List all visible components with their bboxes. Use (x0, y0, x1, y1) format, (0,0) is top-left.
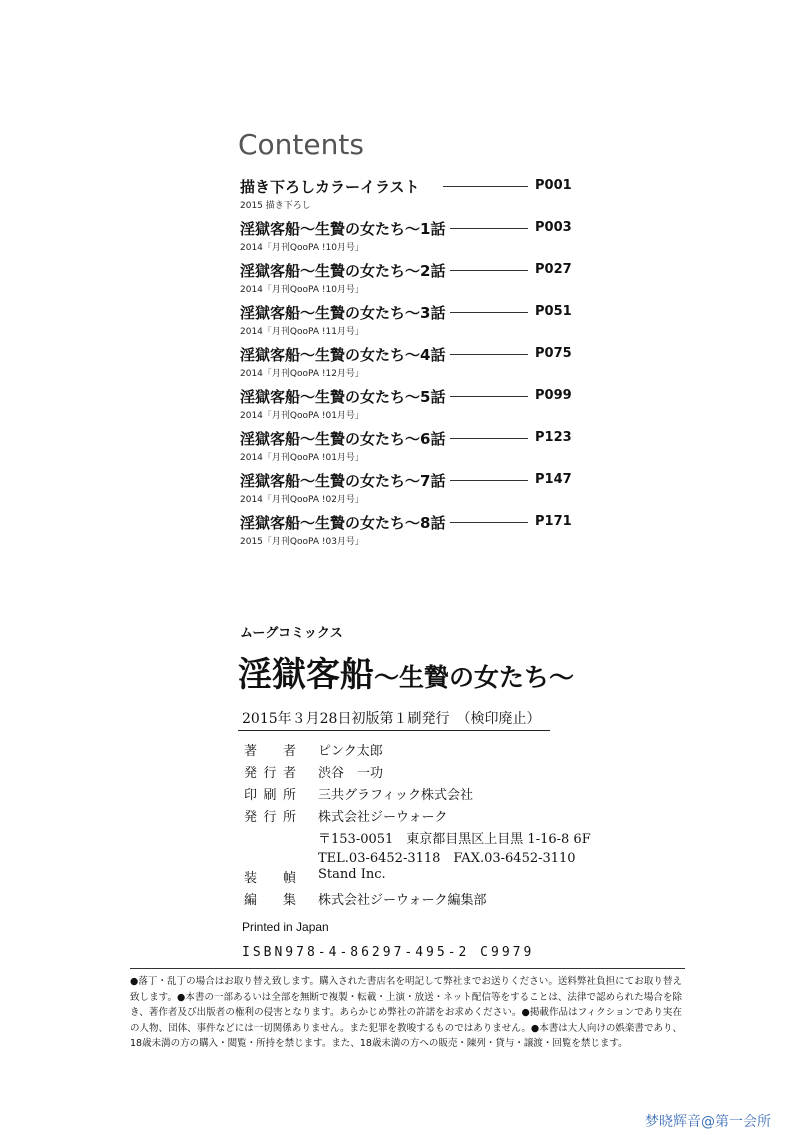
toc-leader-line (443, 186, 528, 187)
toc-page-number: P001 (535, 178, 572, 193)
credit-role: 著者 (244, 744, 296, 759)
credit-role: 装幀 (244, 871, 296, 886)
toc-title: 淫獄客船～生贄の女たち～6話 (240, 430, 446, 448)
toc-page-number: P171 (535, 514, 572, 529)
toc-title: 淫獄客船～生贄の女たち～3話 (240, 304, 446, 322)
toc-source: 2014「月刊QooPA !01月号」 (240, 411, 364, 421)
toc-source: 2015 描き下ろし (240, 201, 311, 211)
credit-role: 発行者 (244, 766, 296, 781)
toc-page-number: P099 (535, 388, 572, 403)
toc-title: 淫獄客船～生贄の女たち～8話 (240, 514, 446, 532)
toc-source: 2014「月刊QooPA !10月号」 (240, 243, 364, 253)
toc-entry (238, 468, 578, 510)
printed-in-label: Printed in Japan (242, 920, 329, 934)
toc-title: 淫獄客船～生贄の女たち～5話 (240, 388, 446, 406)
publisher-phone-fax: TEL.03-6452-3118 FAX.03-6452-3110 (318, 851, 576, 866)
toc-leader-line (450, 270, 528, 271)
toc-title: 淫獄客船～生贄の女たち～2話 (240, 262, 446, 280)
credit-name: 株式会社ジーウォーク編集部 (318, 893, 487, 908)
toc-leader-line (450, 396, 528, 397)
contents-heading: Contents (238, 128, 364, 161)
toc-page-number: P075 (535, 346, 572, 361)
toc-entry (238, 216, 578, 258)
legal-notice: ●落丁・乱丁の場合はお取り替え致します。購入された書店名を明記して弊社までお送りください。送料弊社負担にてお取り替え致します。●本書の一部あるいは全部を無断で複製・転載・上演・放送・ネット配信等をすることは、法律で認められた場合を除き、著作者及び出版者の権利の侵害となります。あらかじめ弊社の許諾をお求めください。●掲載作品はフィクションであり実在の人物、団体、事件などには一切関係ありません。また犯罪を教唆するものではありません。●本書は大人向けの娯楽書であり、18歳未満の方の購入・閲覧・所持を禁じます。また、18歳未満の方への販売・陳列・貸与・譲渡・回覧を禁じます。 (130, 976, 682, 1049)
toc-title: 淫獄客船～生贄の女たち～7話 (240, 472, 446, 490)
toc-page-number: P027 (535, 262, 572, 277)
toc-source: 2014「月刊QooPA !11月号」 (240, 327, 364, 337)
toc-page-number: P051 (535, 304, 572, 319)
table-of-contents (238, 174, 578, 552)
toc-leader-line (450, 312, 528, 313)
credit-name: Stand Inc. (318, 867, 386, 882)
toc-entry (238, 300, 578, 342)
toc-title: 淫獄客船～生贄の女たち～4話 (240, 346, 446, 364)
publisher-address: 〒153-0051 東京都目黒区上目黒 1-16-8 6F (318, 832, 591, 847)
toc-entry (238, 258, 578, 300)
toc-page-number: P147 (535, 472, 572, 487)
toc-entry (238, 510, 578, 552)
toc-title: 描き下ろしカラーイラスト (240, 178, 420, 196)
credit-name: ピンク太郎 (318, 744, 383, 759)
toc-leader-line (450, 354, 528, 355)
book-title-subtitle: ～生贄の女たち～ (374, 663, 575, 692)
toc-page-number: P123 (535, 430, 572, 445)
divider (238, 730, 550, 731)
toc-leader-line (450, 228, 528, 229)
credit-role: 編集 (244, 893, 296, 908)
divider (130, 968, 685, 969)
toc-leader-line (450, 438, 528, 439)
book-title (238, 647, 574, 696)
edition-line: 2015年３月28日初版第１刷発行 （検印廃止） (242, 711, 541, 727)
toc-source: 2015「月刊QooPA !03月号」 (240, 537, 364, 547)
credit-name: 渋谷 一功 (318, 766, 384, 781)
toc-entry (238, 174, 578, 216)
toc-source: 2014「月刊QooPA !02月号」 (240, 495, 364, 505)
toc-leader-line (450, 522, 528, 523)
isbn: ISBN978-4-86297-495-2 C9979 (242, 945, 535, 960)
credit-role: 印刷所 (244, 788, 296, 803)
toc-source: 2014「月刊QooPA !01月号」 (240, 453, 364, 463)
toc-source: 2014「月刊QooPA !10月号」 (240, 285, 364, 295)
toc-page-number: P003 (535, 220, 572, 235)
credit-name: 株式会社ジーウォーク (318, 810, 448, 825)
toc-entry (238, 342, 578, 384)
series-name: ムーグコミックス (240, 626, 343, 641)
credit-role: 発行所 (244, 810, 296, 825)
watermark: 梦晓辉音@第一会所 (645, 1114, 771, 1130)
toc-entry (238, 426, 578, 468)
toc-title: 淫獄客船～生贄の女たち～1話 (240, 220, 446, 238)
toc-source: 2014「月刊QooPA !12月号」 (240, 369, 364, 379)
toc-leader-line (450, 480, 528, 481)
toc-entry (238, 384, 578, 426)
book-title-main: 淫獄客船 (238, 655, 374, 695)
credit-name: 三共グラフィック株式会社 (318, 788, 473, 803)
